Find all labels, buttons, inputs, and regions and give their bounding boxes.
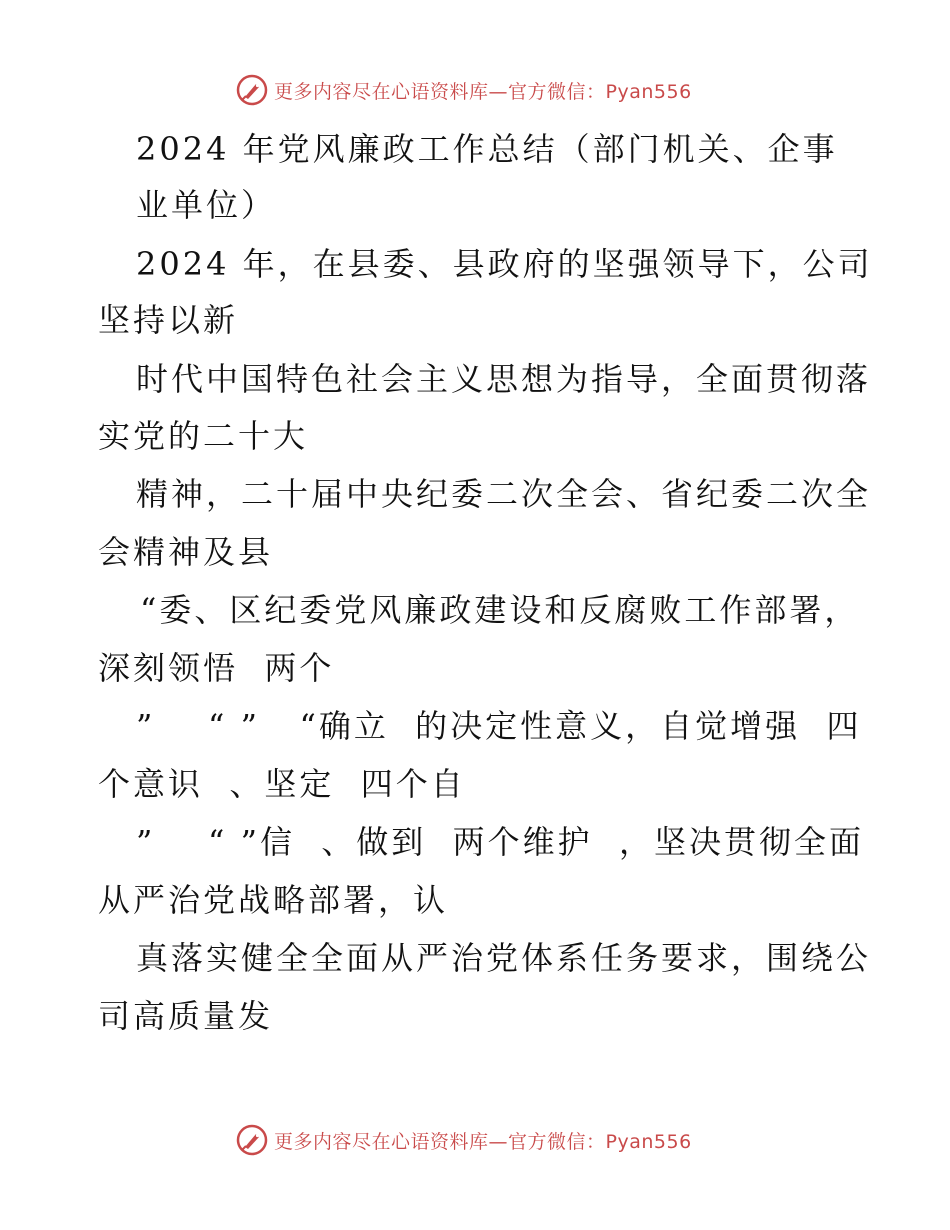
paragraph-line: 深刻领悟 两个 <box>98 649 335 687</box>
paragraph-line: 真落实健全全面从严治党体系任务要求，围绕公 <box>136 939 872 977</box>
paragraph-line: 会精神及县 <box>98 533 274 571</box>
paragraph-line: 精神，二十届中央纪委二次全会、省纪委二次全 <box>136 475 872 513</box>
paragraph-line: 2024 年，在县委、县政府的坚强领导下，公司 <box>136 245 873 283</box>
footer-banner <box>236 1122 692 1158</box>
document-title-line-2: 业单位） <box>136 186 277 224</box>
document-title-line-1: 2024 年党风廉政工作总结（部门机关、企事 <box>136 130 838 168</box>
paragraph-line: 个意识 、坚定 四个自 <box>98 765 466 803</box>
paragraph-line: 从严治党战略部署，认 <box>98 881 449 919</box>
paragraph-line: 时代中国特色社会主义思想为指导，全面贯彻落 <box>136 360 872 398</box>
header-banner <box>236 72 692 108</box>
pen-nib-seal-icon <box>236 1124 268 1156</box>
paragraph-line: 实党的二十大 <box>98 417 309 455</box>
footer-banner-text: 更多内容尽在心语资料库—官方微信：Pyan556 <box>274 1130 692 1153</box>
paragraph-line: ” “ ” “确立 的决定性意义，自觉增强 四 <box>136 707 862 745</box>
pen-nib-seal-icon <box>236 74 268 106</box>
paragraph-line: 司高质量发 <box>98 997 274 1035</box>
paragraph-line: 坚持以新 <box>98 301 239 339</box>
paragraph-line: ” “ ”信 、做到 两个维护 ，坚决贯彻全面 <box>136 823 864 861</box>
header-banner-text: 更多内容尽在心语资料库—官方微信：Pyan556 <box>274 80 692 103</box>
paragraph-line: “委、区纪委党风廉政建设和反腐败工作部署， <box>140 591 860 629</box>
